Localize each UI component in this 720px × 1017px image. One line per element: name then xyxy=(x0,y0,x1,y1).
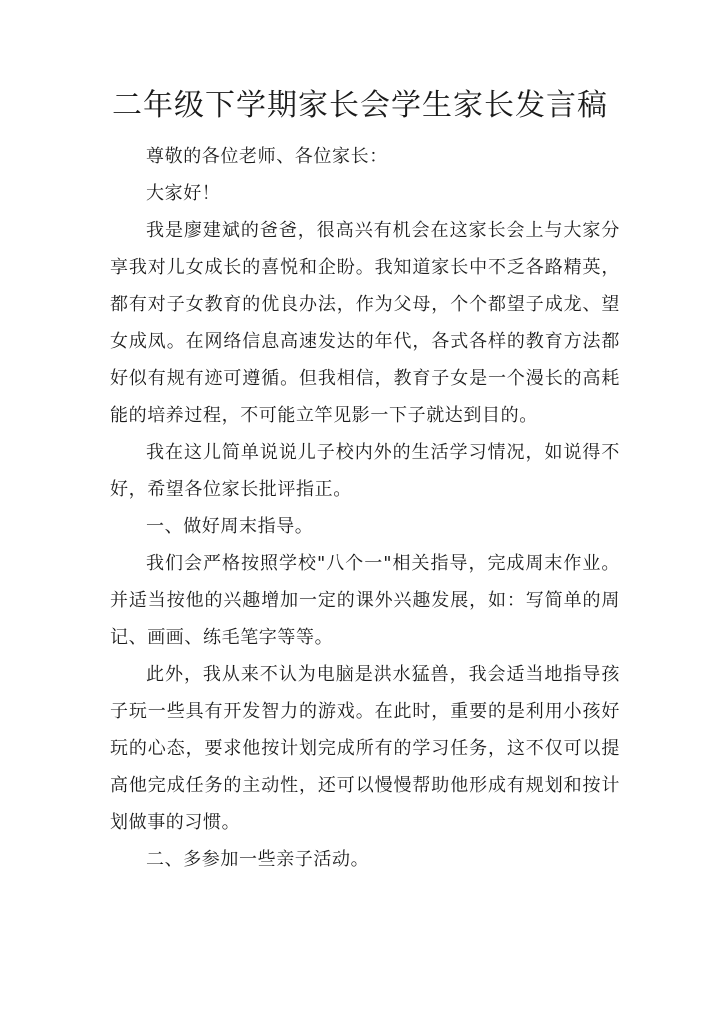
intro-paragraph: 我是廖建斌的爸爸，很高兴有机会在这家长会上与大家分享我对儿女成长的喜悦和企盼。我知道家长中不乏各路精英，都有对子女教育的优良办法，作为父母，个个都望子成龙、望女成凤。在网络信息高速发达的年代，各式各样的教育方法都好似有规有迹可遵循。但我相信，教育子女是一个漫长的高耗能的培养过程，不可能立竿见影一下子就达到目的。 xyxy=(110,220,620,426)
overview-paragraph: 我在这儿简单说说儿子校内外的生活学习情况，如说得不好，希望各位家长批评指正。 xyxy=(110,442,620,500)
section-heading-2: 二、多参加一些亲子活动。 xyxy=(146,849,370,870)
section-heading-1: 一、做好周末指导。 xyxy=(146,516,314,537)
salutation: 尊敬的各位老师、各位家长： xyxy=(146,146,388,167)
document-body xyxy=(110,138,620,878)
greeting: 大家好！ xyxy=(146,183,221,204)
weekend-paragraph: 我们会严格按照学校"八个一"相关指导，完成周末作业。并适当按他的兴趣增加一定的课外兴趣发展，如：写简单的周记、画画、练毛笔字等等。 xyxy=(110,553,620,648)
document-title: 二年级下学期家长会学生家长发言稿 xyxy=(112,88,608,123)
computer-paragraph: 此外，我从来不认为电脑是洪水猛兽，我会适当地指导孩子玩一些具有开发智力的游戏。在此时，重要的是利用小孩好玩的心态，要求他按计划完成所有的学习任务，这不仅可以提高他完成任务的主动性，还可以慢慢帮助他形成有规划和按计划做事的习惯。 xyxy=(110,664,620,833)
